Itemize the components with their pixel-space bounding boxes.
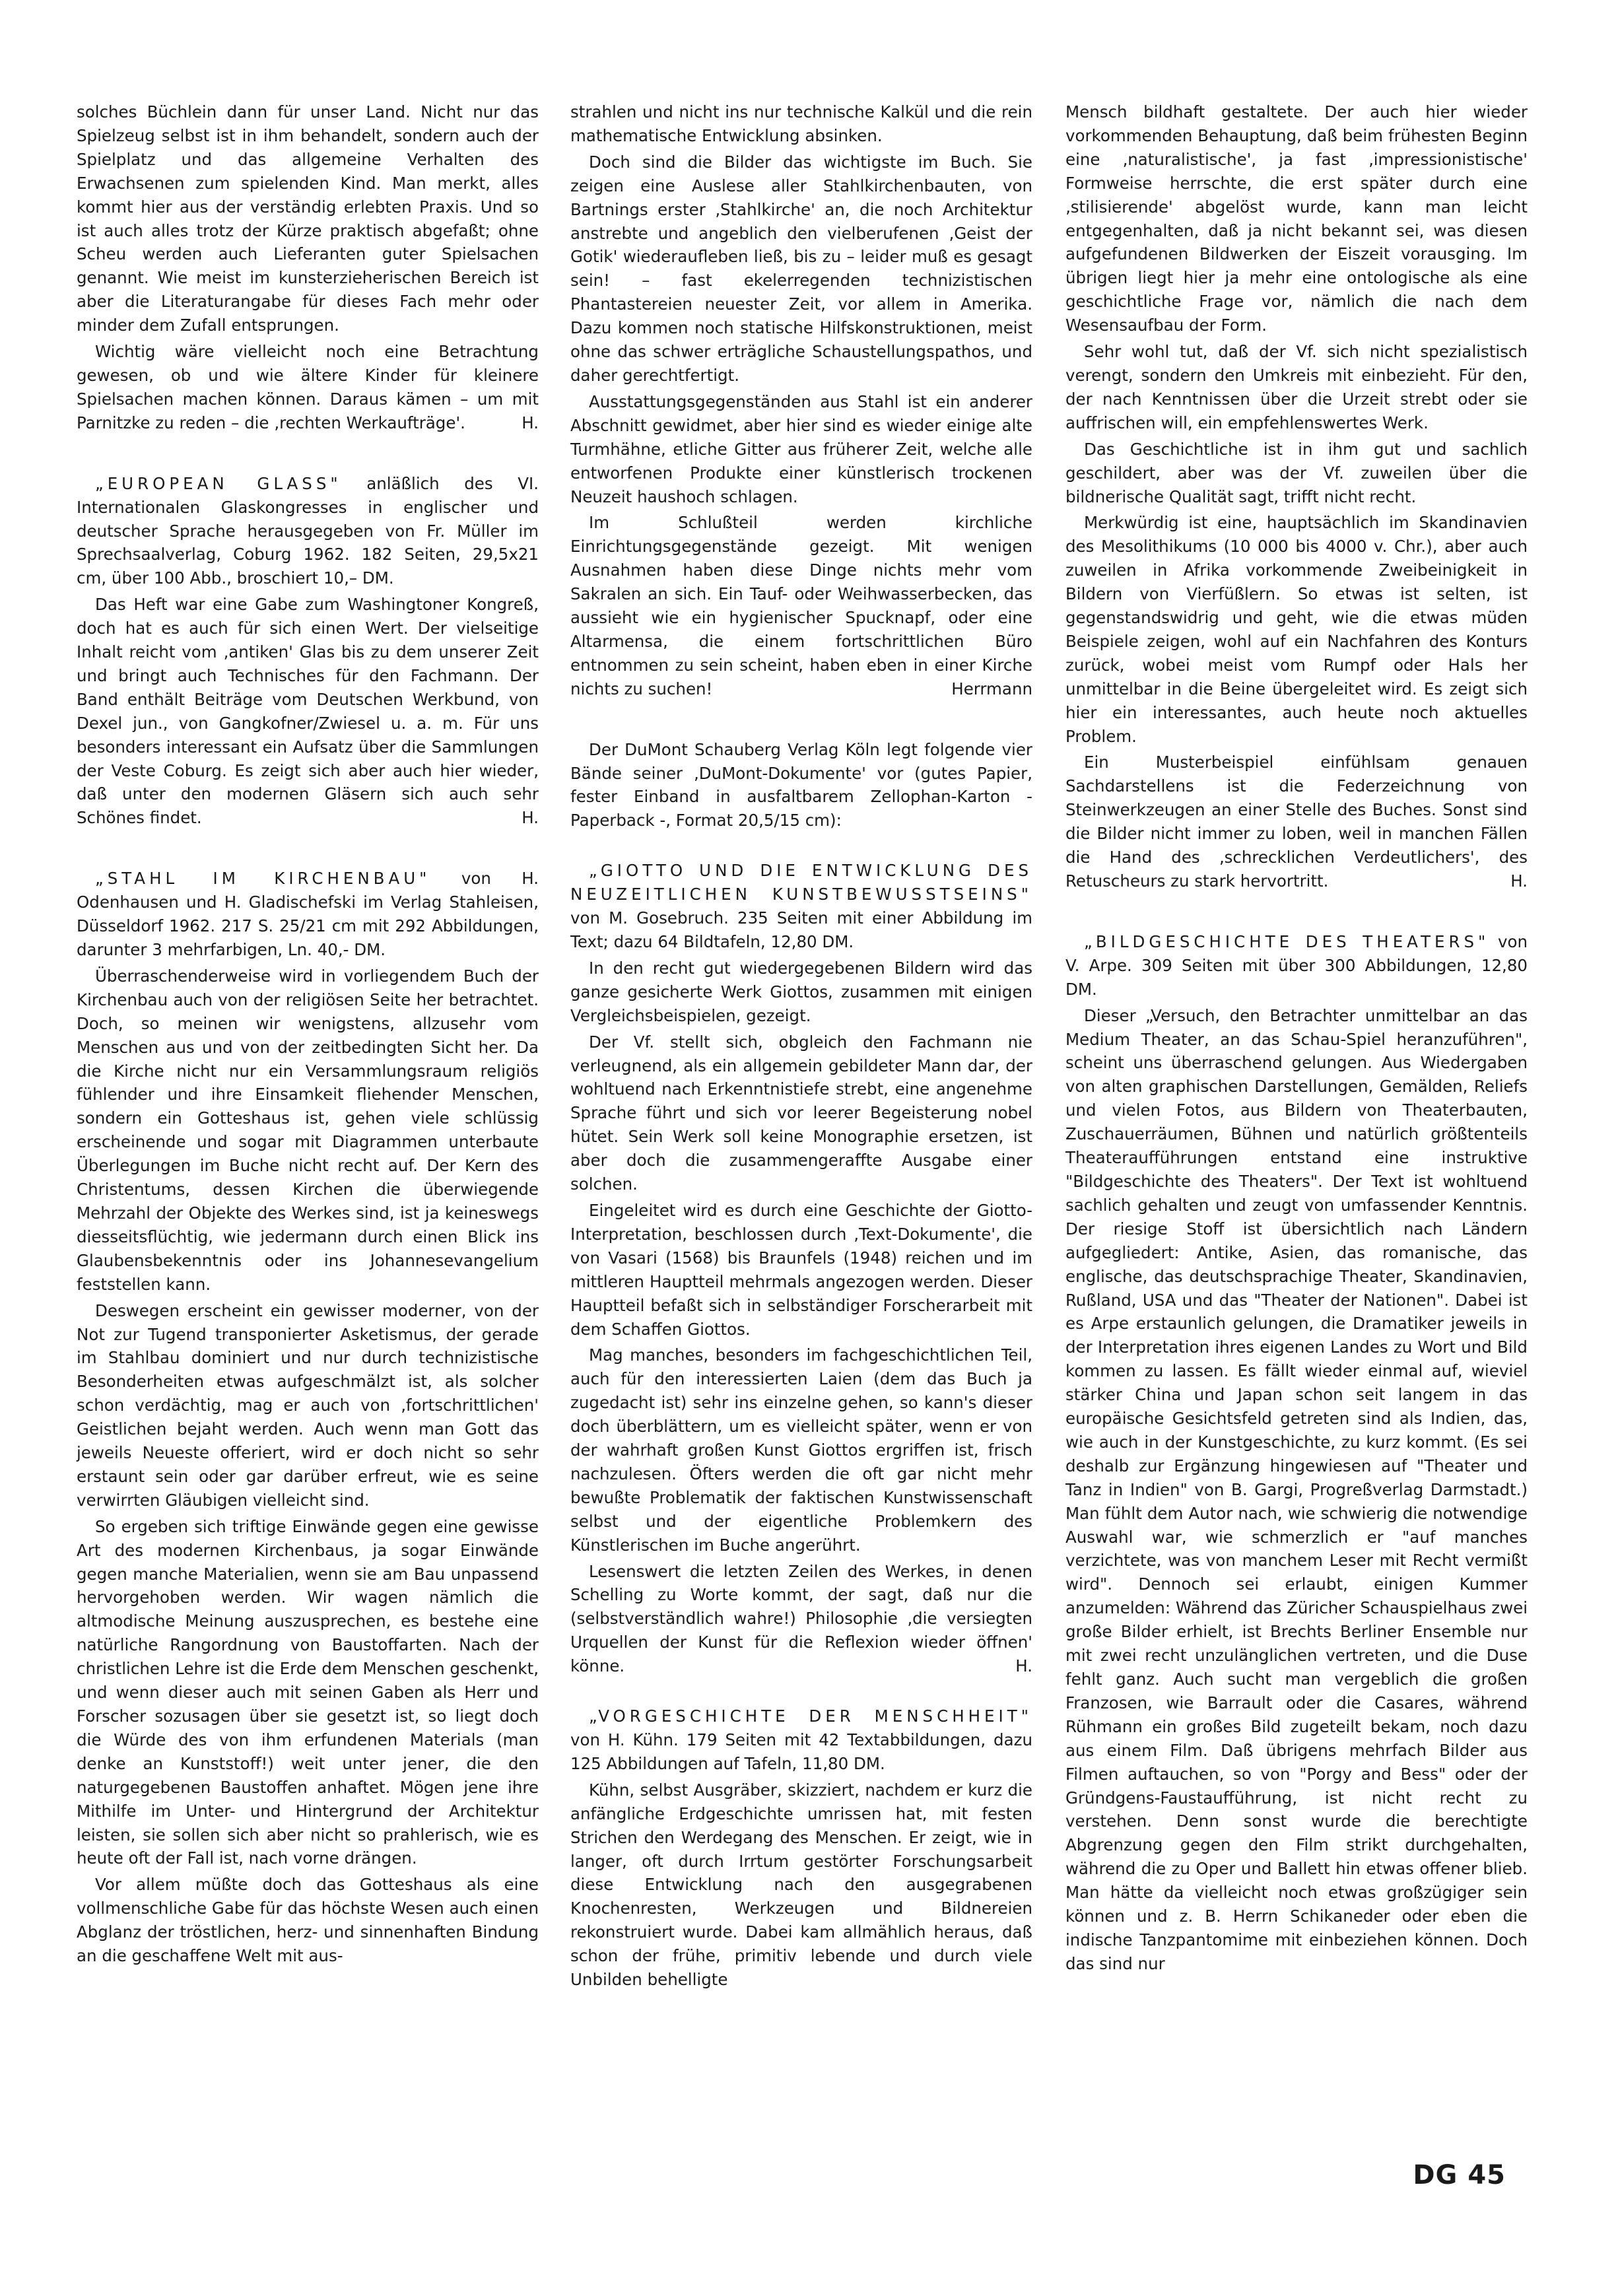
author-initial: H. bbox=[1510, 871, 1528, 891]
review-heading bbox=[1065, 930, 1528, 1001]
paragraph: Vor allem müßte doch das Gotteshaus als eine vollmenschliche Gabe für das höchste Wesen auch einen Abglanz der tröstlichen, herz- und sinnenhaften Bindung an die geschaffene Welt mit aus- bbox=[77, 1875, 539, 1966]
review-title: „STAHL IM KIRCHENBAU" bbox=[95, 869, 431, 889]
paragraph bbox=[570, 511, 1032, 700]
paragraph bbox=[570, 1560, 1032, 1679]
review-heading bbox=[77, 472, 539, 591]
review-title: „BILDGESCHICHTE DES THEATERS" bbox=[1084, 931, 1490, 951]
author-initial: H. bbox=[522, 808, 539, 828]
page-footer bbox=[1413, 2160, 1506, 2190]
paragraph bbox=[77, 593, 539, 830]
column-middle bbox=[570, 100, 1032, 1994]
review-bibliography: anläßlich des VI. Internationalen Glaskongresses in englischer und deutscher Sprache herausgegeben von Fr. Müller im Sprechsaalverlag, Coburg 1962. 182 Seiten, 29,5x21 cm, über 100 Abb., broschiert 10,– DM. bbox=[77, 473, 539, 588]
paragraph: Eingeleitet wird es durch eine Geschichte der Giotto-Interpretation, beschlossen durch ‚Text-Dokumente', die von Vasari (1568) bis Braunfels (1948) reichen und im mittleren Hauptteil mehrmals angezogen werden. Dieser Hauptteil befaßt sich in selbständiger Forscherarbeit mit dem Schaffen Giottos. bbox=[570, 1200, 1032, 1339]
paragraph bbox=[77, 340, 539, 435]
paragraph: strahlen und nicht ins nur technische Kalkül und die rein mathematische Entwicklung absinken. bbox=[570, 102, 1032, 145]
author-initial: H. bbox=[522, 413, 539, 432]
review-title: „GIOTTO UND DIE ENTWICKLUNG DES NEUZEITLICHEN KUNSTBEWUSSTSEINS" bbox=[570, 861, 1032, 904]
review-heading bbox=[570, 859, 1032, 954]
review-bibliography: von H. Kühn. 179 Seiten mit 42 Textabbildungen, dazu 125 Abbildungen auf Tafeln, 11,80 DM. bbox=[570, 1730, 1032, 1773]
paragraph: Mensch bildhaft gestaltete. Der auch hier wieder vorkommenden Behauptung, daß beim frühesten Beginn eine ‚naturalistische', ja fast ‚impressionistische' Formweise herrschte, die erst später durch eine ‚stilisierende' abgelöst wurde, kann man leicht entgegenhalten, daß ja nicht bekannt sei, was diesen aufgefundenen Bildwerken der Eiszeit vorausging. Im übrigen liegt hier ja mehr eine ontologische als eine geschichtliche Frage vor, nämlich die nach dem Wesensaufbau der Form. bbox=[1065, 102, 1528, 335]
column-right bbox=[1065, 100, 1528, 1978]
paragraph-text: Lesenswert die letzten Zeilen des Werkes, in denen Schelling zu Worte kommt, der sagt, daß nur die (selbstverständlich wahre!) Philosophie ‚die versiegten Urquellen der Kunst für die Reflexion wieder öffnen' könne. bbox=[570, 1561, 1032, 1676]
paragraph: So ergeben sich triftige Einwände gegen eine gewisse Art des modernen Kirchenbaus, ja sogar Einwände gegen manche Materialien, wenn sie am Bau unpassend hervorgehoben werden. Wir wagen nämlich die altmodische Meinung auszusprechen, es bestehe eine natürliche Rangordnung von Baustoffarten. Nach der christlichen Lehre ist die Erde dem Menschen geschenkt, und wenn dieser auch mit seinen Gaben als Herr und Forscher sozusagen über sie gesetzt ist, so liegt doch die Würde des von ihm erfundenen Materials (man denke an Kunststoff!) weit unter jener, die den naturgegebenen Baustoffen anhaftet. Mögen jene ihre Mithilfe im Unter- und Hintergrund der Architektur leisten, sie sollen sich aber nicht so prahlerisch, wie es heute oft der Fall ist, nach vorne drängen. bbox=[77, 1516, 539, 1868]
paragraph: Doch sind die Bilder das wichtigste im Buch. Sie zeigen eine Auslese aller Stahlkirchenbauten, von Bartnings erster ‚Stahlkirche' an, die noch Architektur anstrebte und angeblich den vielberufenen ‚Geist der Gotik' wiederaufleben ließ, bis zu – leider muß es gesagt sein! – fast ekelerregenden technizistischen Phantastereien neuester Zeit, vor allem in Amerika. Dazu kommen noch statische Hilfskonstruktionen, meist ohne das schwer erträgliche Schaustellungspathos, und daher gerechtfertigt. bbox=[570, 152, 1032, 385]
paragraph: Sehr wohl tut, daß der Vf. sich nicht spezialistisch verengt, sondern den Umkreis mit einbezieht. Für den, der nach Kenntnissen über die Urzeit strebt oder sie auffrischen will, ein empfehlenswertes Werk. bbox=[1065, 342, 1528, 432]
paragraph: solches Büchlein dann für unser Land. Nicht nur das Spielzeug selbst ist in ihm behandelt, sondern auch der Spielplatz und das allgemeine Verhalten des Erwachsenen zum spielenden Kind. Man merkt, alles kommt hier aus der verständig erlebten Praxis. Und so ist auch alles trotz der Kürze praktisch abgefaßt; ohne Scheu werden auch Lieferanten guter Spielsachen genannt. Wie meist im kunsterzieherischen Bereich ist aber die Literaturangabe für dieses Fach mehr oder minder dem Zufall entsprungen. bbox=[77, 102, 539, 335]
page-number: 45 bbox=[1467, 2160, 1506, 2190]
paragraph: Das Geschichtliche ist in ihm gut und sachlich geschildert, aber was der Vf. zuweilen über die bildnerische Qualität sagt, trifft nicht recht. bbox=[1065, 439, 1528, 506]
paragraph: Überraschenderweise wird in vorliegendem Buch der Kirchenbau auch von der religiösen Seite her betrachtet. Doch, so meinen wir wenigstens, allzusehr vom Menschen aus und von der zeitbedingten Sicht her. Da die Kirche nicht nur ein Versammlungsraum religiös fühlender und ihre Einsamkeit fliehender Menschen, sondern ein Gotteshaus ist, gehen viele schlüssig erscheinende und sogar mit Diagrammen unterbaute Überlegungen im Buche nicht recht auf. Der Kern des Christentums, dessen Kirchen die überwiegende Mehrzahl der Objekte des Werkes sind, ist ja keineswegs diesseitsflüchtig, wie jedermann durch einen Blick ins Glaubensbekenntnis oder ins Johannesevangelium feststellen kann. bbox=[77, 966, 539, 1294]
paragraph: Der Vf. stellt sich, obgleich den Fachmann nie verleugnend, als ein allgemein gebildeter Mann dar, der wohltuend nach Erkenntnistiefe strebt, eine angenehme Sprache führt und sich vor leerer Begeisterung nobel hütet. Sein Werk soll keine Monographie ersetzen, ist aber doch die zusammengeraffte Ausgabe einer solchen. bbox=[570, 1032, 1032, 1194]
journal-abbreviation: DG bbox=[1413, 2160, 1458, 2190]
review-title: „VORGESCHICHTE DER MENSCHHEIT" bbox=[589, 1706, 1032, 1726]
paragraph: Merkwürdig ist eine, hauptsächlich im Skandinavien des Mesolithikums (10 000 bis 4000 v. Chr.), aber auch zuweilen in Afrika vorkommende Zweibeinigkeit in Bildern von Vierfüßlern. So etwas ist selten, ist gegenstandswidrig und geht, wie die etwas müden Beispiele zeigen, wohl auf ein Nachfahren des Konturs zurück, wobei meist vom Rumpf oder Hals her unmittelbar in die Beine übergeleitet wird. Es zeigt sich hier ein interessantes, auch heute noch aktuelles Problem. bbox=[1065, 513, 1528, 746]
paragraph: Der DuMont Schauberg Verlag Köln legt folgende vier Bände seiner ‚DuMont-Dokumente' vor (gutes Papier, fester Einband in ausfaltbarem Zellophan-Karton - Paperback -, Format 20,5/15 cm): bbox=[570, 739, 1032, 830]
author-initial: H. bbox=[1015, 1656, 1032, 1676]
paragraph-text: Im Schlußteil werden kirchliche Einrichtungsgegenstände gezeigt. Mit wenigen Ausnahmen haben diese Dinge nichts mehr vom Sakralen an sich. Ein Tauf- oder Weihwasserbecken, das aussieht wie ein hygienischer Spucknapf, oder eine Altarmensa, die einem fortschrittlichen Büro entnommen zu sein scheint, haben eben in einer Kirche nichts zu suchen! bbox=[570, 513, 1032, 698]
paragraph: Dieser „Versuch, den Betrachter unmittelbar an das Medium Theater, an das Schau-Spiel heranzuführen", scheint uns überraschend gelungen. Aus Wiedergaben von alten graphischen Darstellungen, Gemälden, Reliefs und vielen Fotos, aus Bildern von Theaterbauten, Zuschauerräumen, Bühnen und natürlich größtenteils Theateraufführungen entstand eine instruktive "Bildgeschichte des Theaters". Der Text ist wohltuend sachlich gehalten und zeugt von umfassender Kenntnis. Der riesige Stoff ist übersichtlich nach Ländern aufgegliedert: Antike, Asien, das romanische, das englische, das deutschsprachige Theater, Skandinavien, Rußland, USA und das "Theater der Nationen". Dabei ist es Arpe erstaunlich gelungen, die Dramatiker jeweils in der Interpretation ihres eigenen Landes zu Wort und Bild kommen zu lassen. Es fällt wieder einmal auf, wieviel stärker China und Japan schon seit langem in das europäische Gesichtsfeld getreten sind als Indien, das, wie auch in der Kunstgeschichte, zu kurz kommt. (Es sei deshalb zur Ergänzung hingewiesen auf "Theater und Tanz in Indien" von B. Gargi, Progreßverlag Darmstadt.) Man fühlt dem Autor nach, wie schwierig die notwendige Auswahl war, wie schmerzlich er "auf manches verzichtete, was von manchem Leser mit Recht vermißt wird". Dennoch sei erlaubt, einigen Kummer anzumelden: Während das Züricher Schauspielhaus zwei große Bilder erhielt, ist Brechts Berliner Ensemble nur mit zwei recht unzulänglichen vertreten, und die Duse fehlt ganz. Auch sucht man vergeblich die großen Franzosen, wie Barrault oder die Casares, während Rühmann ein großes Bild zugeteilt bekam, noch dazu aus einem Film. Daß übrigens mehrfach Bilder aus Filmen auftauchen, so von "Porgy and Bess" oder der Gründgens-Faustaufführung, ist nicht recht zu verstehen. Denn sonst wurde die berechtigte Abgrenzung gegen den Film strikt durchgehalten, während die zu Oper und Ballett hin etwas offener blieb. Man hätte da vielleicht noch etwas großzügiger sein können und z. B. Herrn Schikaneder oder eben die indische Tanzpantomime mit einbeziehen können. Doch das sind nur bbox=[1065, 1005, 1528, 1973]
review-bibliography: von H. Odenhausen und H. Gladischefski im Verlag Stahleisen, Düsseldorf 1962. 217 S. 25/21 cm mit 292 Abbildungen, darunter 3 mehrfarbigen, Ln. 40,- DM. bbox=[77, 869, 539, 959]
paragraph-text: Ein Musterbeispiel einfühlsam genauen Sachdarstellens ist die Federzeichnung von Steinwerkzeugen an einer Stelle des Buches. Sonst sind die Bilder nicht immer zu loben, weil in manchen Fällen die Hand des ‚schrecklichen Verdeutlichers', des Retuscheurs zu stark hervortritt. bbox=[1065, 753, 1528, 891]
paragraph: Deswegen erscheint ein gewisser moderner, von der Not zur Tugend transponierter Asketismus, der gerade im Stahlbau dominiert und nur durch technizistische Besonderheiten etwas aufgeschmälzt ist, als solcher schon verdächtig, mag er auch von ‚fortschrittlichen' Geistlichen bejaht werden. Auch wenn man Gott das jeweils Neueste offeriert, wird er doch nicht so sehr erstaunt sein oder gar darüber erfreut, wie es seine verwirrten Gläubigen vielleicht sind. bbox=[77, 1300, 539, 1510]
review-heading bbox=[77, 867, 539, 962]
paragraph bbox=[1065, 751, 1528, 893]
review-bibliography: von M. Gosebruch. 235 Seiten mit einer Abbildung im Text; dazu 64 Bildtafeln, 12,80 DM. bbox=[570, 908, 1032, 951]
review-heading bbox=[570, 1705, 1032, 1776]
review-bibliography: von V. Arpe. 309 Seiten mit über 300 Abbildungen, 12,80 DM. bbox=[1065, 931, 1528, 999]
column-left bbox=[77, 100, 539, 1971]
paragraph: Kühn, selbst Ausgräber, skizziert, nachdem er kurz die anfängliche Erdgeschichte umrissen hat, mit festen Strichen den Werdegang des Menschen. Er zeigt, wie in langer, oft durch Irrtum gestörter Forschungsarbeit diese Entwicklung nach den ausgegrabenen Knochenresten, Werkzeugen und Bildnereien rekonstruiert wurde. Dabei kam allmählich heraus, daß schon der frühe, primitiv lebende und durch viele Unbilden behelligte bbox=[570, 1780, 1032, 1990]
author-name: Herrmann bbox=[951, 679, 1032, 698]
paragraph: In den recht gut wiedergegebenen Bildern wird das ganze gesicherte Werk Giottos, zusammen mit einigen Vergleichsbeispielen, gezeigt. bbox=[570, 958, 1032, 1025]
review-title: „EUROPEAN GLASS" bbox=[95, 473, 342, 493]
paragraph-text: Das Heft war eine Gabe zum Washingtoner Kongreß, doch hat es auch für sich einen Wert. Der vielseitige Inhalt reicht vom ‚antiken' Glas bis zu dem unserer Zeit und bringt auch Technisches für den Fachmann. Der Band enthält Beiträge vom Deutschen Werkbund, von Dexel jun., von Gangkofner/Zwiesel u. a. m. Für uns besonders interessant ein Aufsatz über die Sammlungen der Veste Coburg. Es zeigt sich aber auch hier wieder, daß unter den modernen Gläsern sich auch sehr Schönes findet. bbox=[77, 595, 539, 828]
paragraph: Mag manches, besonders im fachgeschichtlichen Teil, auch für den interessierten Laien (dem das Buch ja zugedacht ist) sehr ins einzelne gehen, so kann's dieser doch überblättern, um es vielleicht später, wenn er von der wahrhaft großen Kunst Giottos ergriffen ist, frisch nachzulesen. Öfters werden die oft gar nicht mehr bewußte Problematik der faktischen Kunstwissenschaft selbst und der eigentliche Problemkern des Künstlerischen im Buche angerührt. bbox=[570, 1345, 1032, 1555]
paragraph-text: Wichtig wäre vielleicht noch eine Betrachtung gewesen, ob und wie ältere Kinder für kleinere Spielsachen machen können. Daraus kämen – um mit Parnitzke zu reden – die ‚rechten Werkaufträge'. bbox=[77, 342, 539, 432]
paragraph: Ausstattungsgegenständen aus Stahl ist ein anderer Abschnitt gewidmet, aber hier sind es wieder einige alte Turmhähne, etliche Gitter aus früherer Zeit, welche alle entworfenen Produkte einer künstlerisch trockenen Neuzeit haushoch schlagen. bbox=[570, 391, 1032, 506]
